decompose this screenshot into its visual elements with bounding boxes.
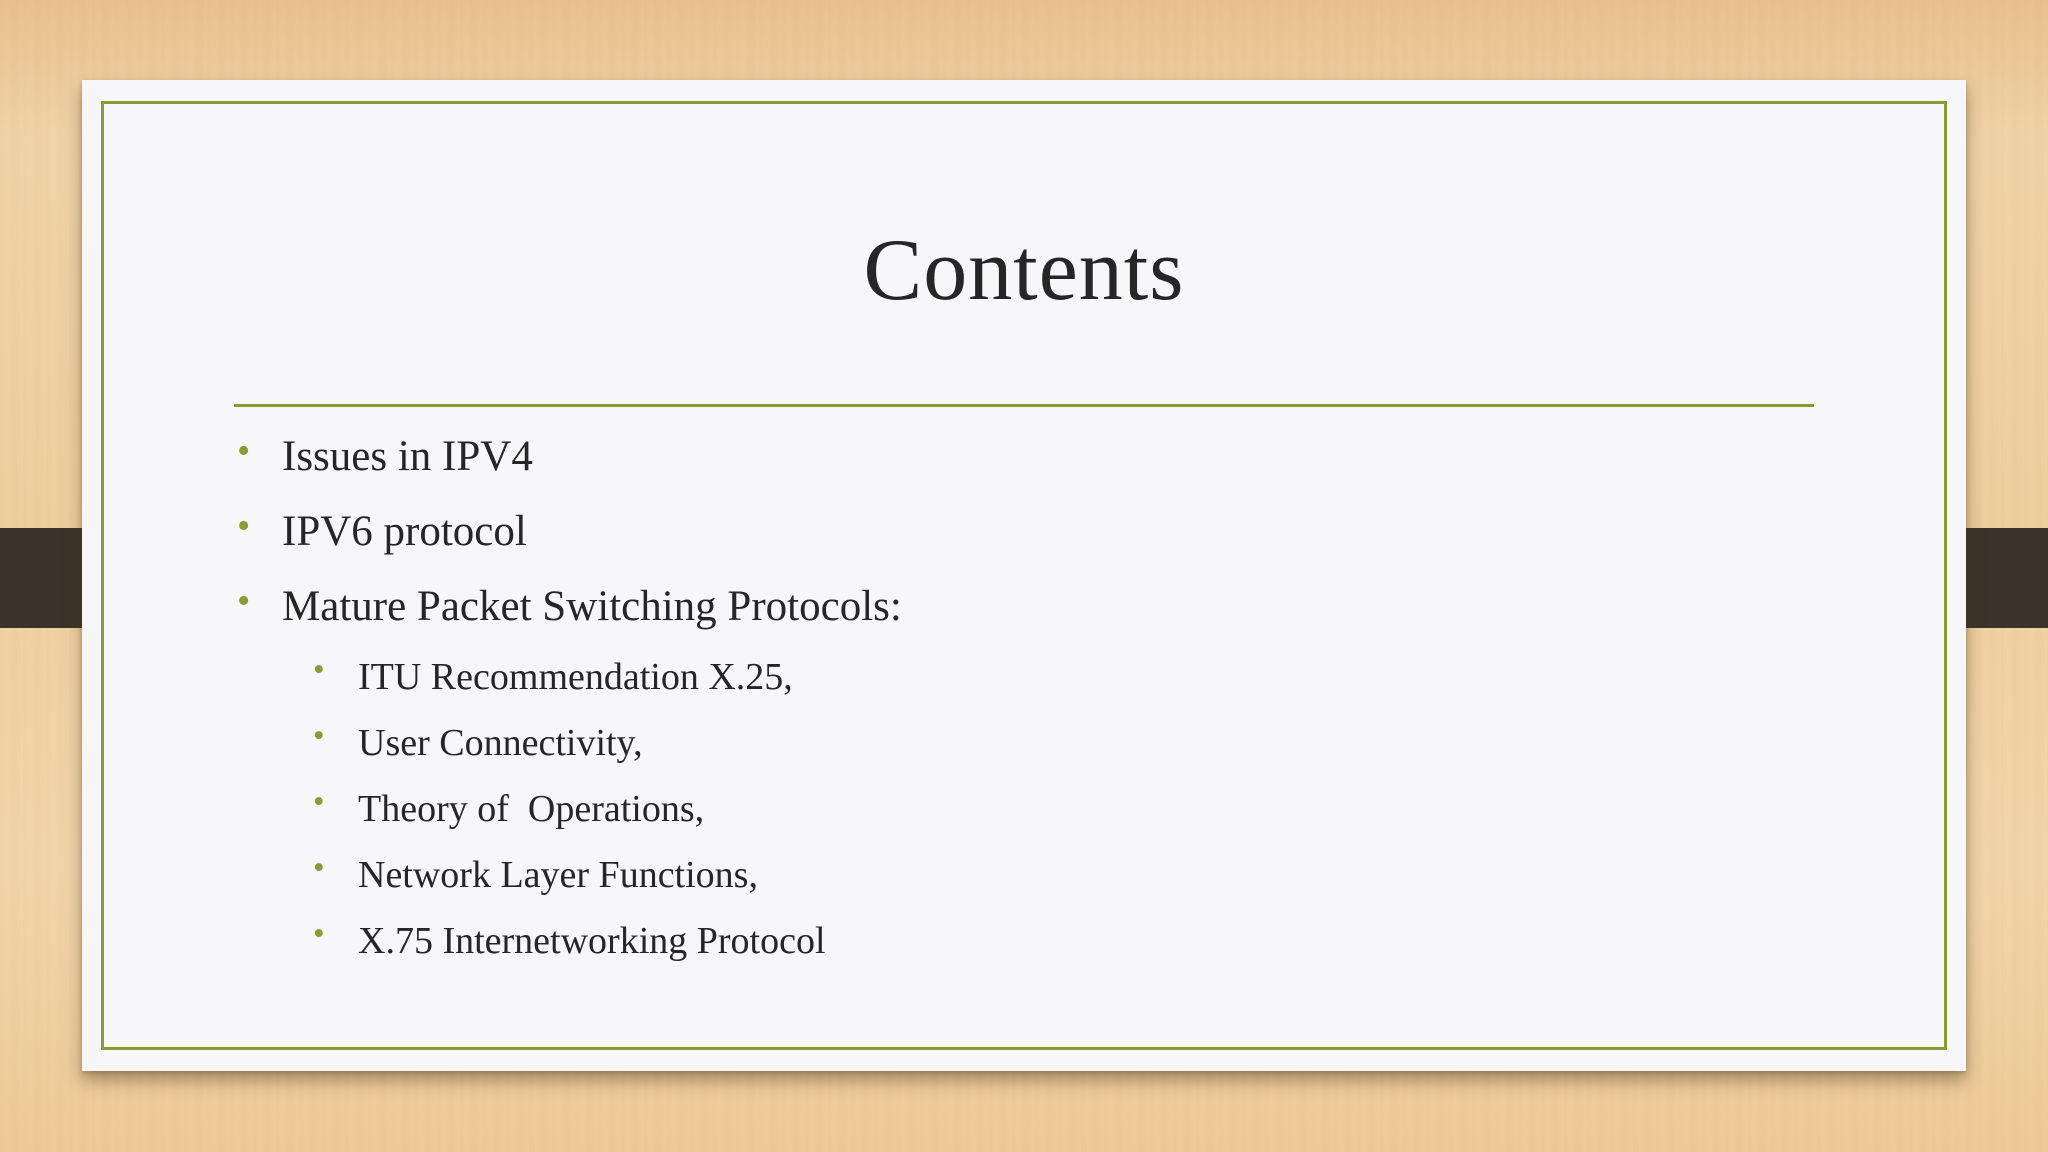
bullet-item [237, 430, 533, 481]
sub-bullet-item [313, 718, 643, 765]
bullet-item [237, 505, 527, 556]
bullet-dot-icon: • [237, 430, 251, 472]
bullet-text: Theory of Operations, [358, 788, 705, 830]
bullet-dot-icon: • [313, 784, 325, 820]
bullet-dot-icon: • [313, 916, 325, 952]
bullet-dot-icon: • [313, 850, 325, 886]
sub-bullet-item [313, 784, 705, 831]
slide-card [82, 80, 1966, 1071]
slide-title: Contents [863, 222, 1185, 319]
bullet-dot-icon: • [237, 505, 251, 547]
bullet-text: ITU Recommendation X.25, [358, 656, 793, 698]
sub-bullet-item [313, 916, 826, 963]
sub-bullet-item [313, 850, 758, 897]
title-divider [234, 404, 1814, 407]
bullet-text: Issues in IPV4 [282, 433, 533, 480]
bullet-dot-icon: • [313, 652, 325, 688]
bullet-text: User Connectivity, [358, 722, 643, 764]
bullet-text: Mature Packet Switching Protocols: [282, 583, 902, 630]
bullet-text: Network Layer Functions, [358, 854, 758, 896]
bullet-text: IPV6 protocol [282, 508, 527, 555]
bullet-dot-icon: • [313, 718, 325, 754]
sub-bullet-item [313, 652, 793, 699]
bullet-item [237, 580, 902, 631]
bullet-text: X.75 Internetworking Protocol [358, 920, 826, 962]
bullet-dot-icon: • [237, 580, 251, 622]
